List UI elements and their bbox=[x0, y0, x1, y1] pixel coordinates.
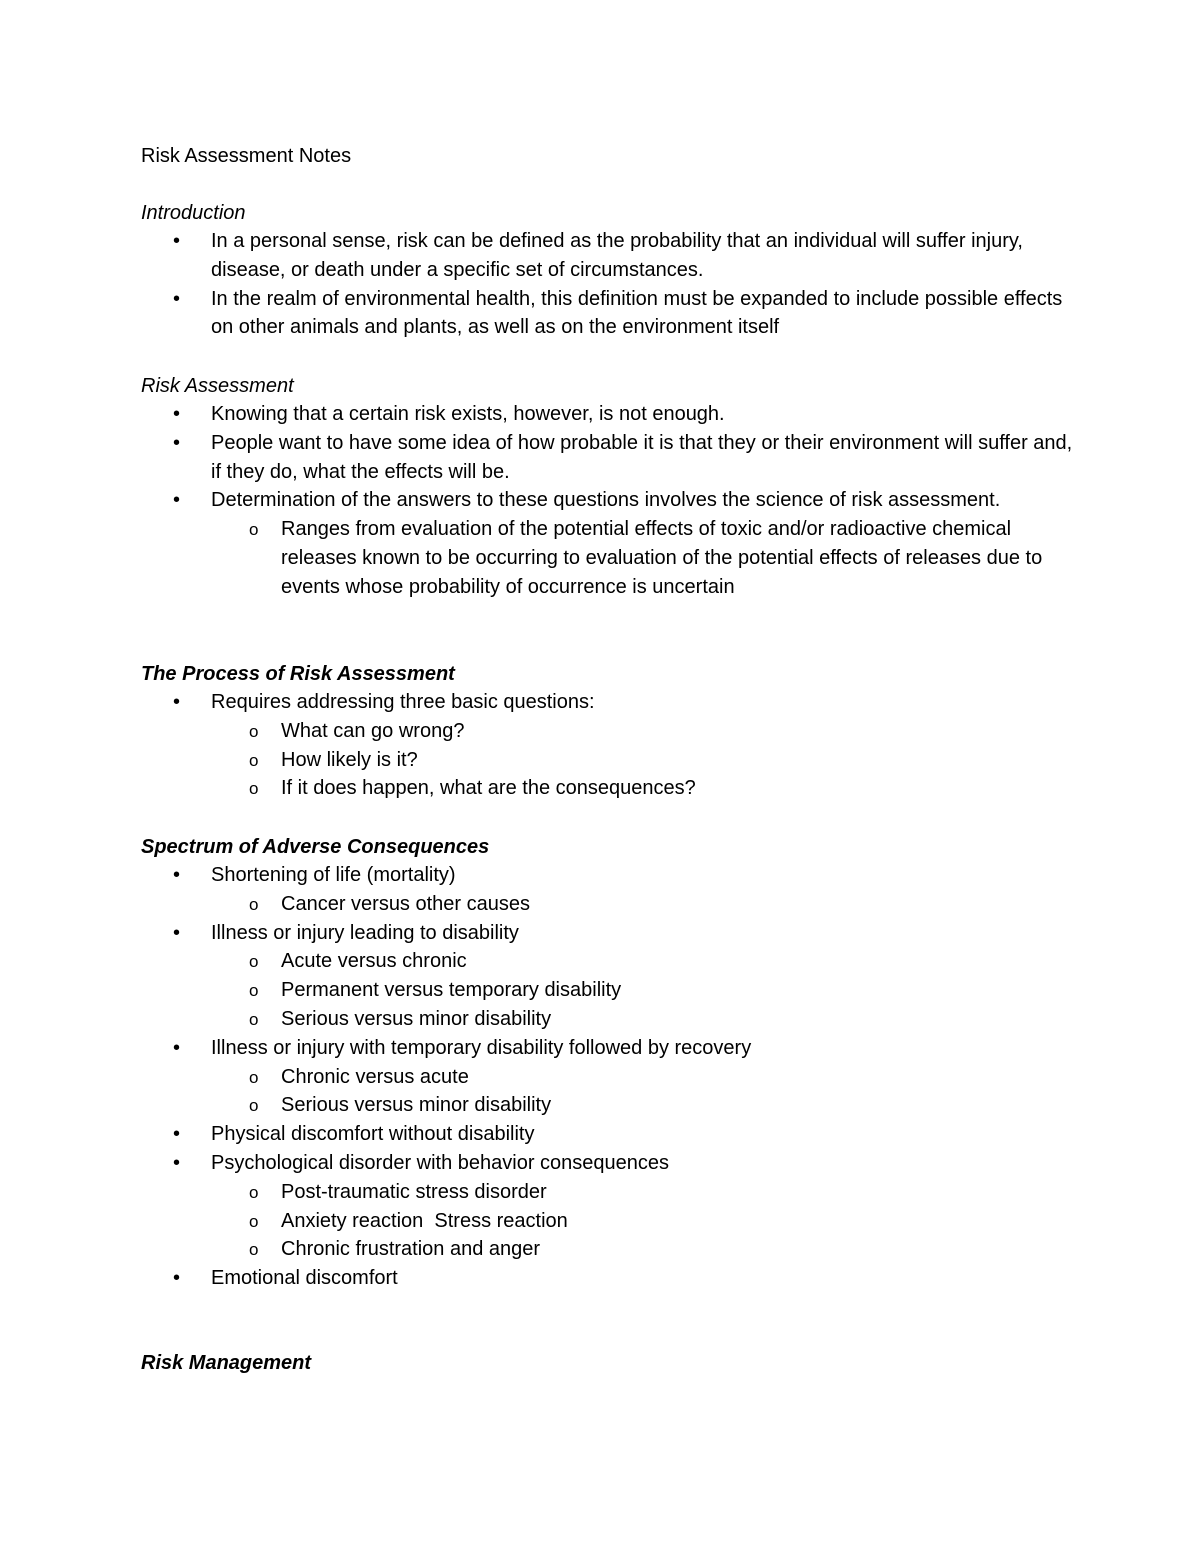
list-item-text: Illness or injury with temporary disability followed by recovery bbox=[211, 1036, 752, 1059]
list-item bbox=[141, 688, 1081, 803]
list-item bbox=[141, 919, 1081, 1034]
sub-list-item bbox=[211, 976, 1081, 1005]
sub-list-item-text: If it does happen, what are the consequences? bbox=[281, 777, 696, 800]
sub-list-item bbox=[211, 1063, 1081, 1092]
bullet-icon: • bbox=[173, 403, 181, 425]
list-item-text: People want to have some idea of how probable it is that they or their environment will suffer and, if they do, what the effects will be. bbox=[211, 431, 1073, 483]
bullet-icon: • bbox=[173, 1036, 181, 1059]
sub-list-item bbox=[211, 1235, 1081, 1264]
sub-list-item-text: Ranges from evaluation of the potential effects of toxic and/or radioactive chemical releases known to be occurring to evaluation of the potential effects of releases due to events whose probability of occurrence is uncertain bbox=[281, 518, 1043, 598]
list-item-text: Knowing that a certain risk exists, however, is not enough. bbox=[211, 403, 725, 425]
sub-bullet-list bbox=[211, 717, 1081, 803]
bullet-icon: • bbox=[173, 1123, 181, 1146]
list-item-text: Emotional discomfort bbox=[211, 1267, 398, 1290]
list-item bbox=[141, 1264, 1081, 1293]
list-item bbox=[141, 227, 1081, 285]
section-heading-risk-assessment: Risk Assessment bbox=[141, 375, 294, 397]
sub-bullet-icon: o bbox=[249, 1182, 259, 1202]
sub-list-item bbox=[211, 1207, 1081, 1236]
sub-list-item-text: Serious versus minor disability bbox=[281, 1094, 552, 1117]
bullet-icon: • bbox=[173, 431, 181, 454]
bullet-icon: • bbox=[173, 921, 181, 944]
sub-bullet-icon: o bbox=[249, 779, 259, 799]
sub-list-item bbox=[211, 515, 1081, 601]
bullet-icon: • bbox=[173, 1267, 181, 1290]
section-process bbox=[141, 660, 1081, 803]
sub-list-item-text: Serious versus minor disability bbox=[281, 1007, 552, 1030]
bullet-icon: • bbox=[173, 489, 181, 512]
bullet-icon: • bbox=[173, 287, 181, 310]
sub-list-item-text: Acute versus chronic bbox=[281, 950, 467, 973]
sub-bullet-list bbox=[211, 890, 1081, 919]
sub-list-item bbox=[211, 774, 1081, 803]
list-item-text: Physical discomfort without disability bbox=[211, 1123, 535, 1146]
sub-bullet-icon: o bbox=[249, 520, 259, 540]
sub-list-item bbox=[211, 1178, 1081, 1207]
bullet-list bbox=[141, 400, 1081, 602]
sub-bullet-icon: o bbox=[249, 1240, 259, 1260]
list-item-text: In the realm of environmental health, this definition must be expanded to include possible effects on other animals and plants, as well as on the environment itself bbox=[211, 287, 1063, 339]
bullet-list bbox=[141, 861, 1081, 1293]
sub-bullet-icon: o bbox=[249, 981, 259, 1001]
list-item bbox=[141, 429, 1081, 487]
sub-list-item-text: Permanent versus temporary disability bbox=[281, 979, 622, 1002]
sub-list-item-text: What can go wrong? bbox=[281, 719, 465, 742]
list-item bbox=[141, 400, 1081, 429]
sub-bullet-icon: o bbox=[249, 952, 259, 972]
sub-list-item-text: Anxiety reaction Stress reaction bbox=[281, 1209, 568, 1232]
section-heading-risk-management: Risk Management bbox=[141, 1352, 312, 1374]
sub-bullet-icon: o bbox=[249, 894, 259, 914]
section-heading-spectrum: Spectrum of Adverse Consequences bbox=[141, 836, 490, 858]
sub-list-item-text: How likely is it? bbox=[281, 748, 418, 771]
section-risk-management bbox=[141, 1349, 1081, 1377]
sub-list-item-text: Chronic versus acute bbox=[281, 1065, 469, 1088]
sub-bullet-icon: o bbox=[249, 1211, 259, 1231]
sub-bullet-icon: o bbox=[249, 721, 259, 741]
section-spectrum bbox=[141, 833, 1081, 1293]
sub-list-item bbox=[211, 890, 1081, 919]
sub-list-item bbox=[211, 947, 1081, 976]
sub-list-item-text: Cancer versus other causes bbox=[281, 892, 531, 915]
list-item-text: Illness or injury leading to disability bbox=[211, 921, 519, 944]
sub-list-item-text: Post-traumatic stress disorder bbox=[281, 1180, 547, 1203]
list-item bbox=[141, 486, 1081, 601]
section-risk-assessment bbox=[141, 372, 1081, 602]
bullet-icon: • bbox=[173, 864, 181, 886]
bullet-list bbox=[141, 227, 1081, 342]
sub-bullet-icon: o bbox=[249, 1096, 259, 1116]
sub-bullet-list bbox=[211, 1063, 1081, 1121]
sub-bullet-list bbox=[211, 1178, 1081, 1264]
bullet-icon: • bbox=[173, 691, 181, 713]
sub-list-item-text: Chronic frustration and anger bbox=[281, 1238, 541, 1261]
list-item-text: Psychological disorder with behavior consequences bbox=[211, 1151, 670, 1174]
sub-bullet-icon: o bbox=[249, 1009, 259, 1029]
section-heading-process: The Process of Risk Assessment bbox=[141, 663, 455, 685]
section-introduction bbox=[141, 199, 1081, 342]
list-item-text: Determination of the answers to these questions involves the science of risk assessment. bbox=[211, 489, 1001, 512]
list-item bbox=[141, 1149, 1081, 1264]
list-item bbox=[141, 1034, 1081, 1120]
sub-bullet-list bbox=[211, 515, 1081, 601]
sub-list-item bbox=[211, 1005, 1081, 1034]
sub-list-item bbox=[211, 717, 1081, 746]
document-title: Risk Assessment Notes bbox=[141, 145, 352, 167]
bullet-icon: • bbox=[173, 1151, 181, 1174]
sub-bullet-icon: o bbox=[249, 750, 259, 770]
list-item bbox=[141, 861, 1081, 919]
sub-bullet-list bbox=[211, 947, 1081, 1033]
sub-list-item bbox=[211, 746, 1081, 775]
list-item bbox=[141, 285, 1081, 343]
list-item-text: Shortening of life (mortality) bbox=[211, 864, 456, 886]
list-item-text: Requires addressing three basic questions: bbox=[211, 691, 595, 713]
sub-bullet-icon: o bbox=[249, 1067, 259, 1087]
list-item-text: In a personal sense, risk can be defined as the probability that an individual will suffer injury, disease, or death under a specific set of circumstances. bbox=[211, 230, 1023, 281]
section-heading-introduction: Introduction bbox=[141, 202, 246, 224]
sub-list-item bbox=[211, 1091, 1081, 1120]
bullet-list bbox=[141, 688, 1081, 803]
list-item bbox=[141, 1120, 1081, 1149]
bullet-icon: • bbox=[173, 230, 181, 252]
